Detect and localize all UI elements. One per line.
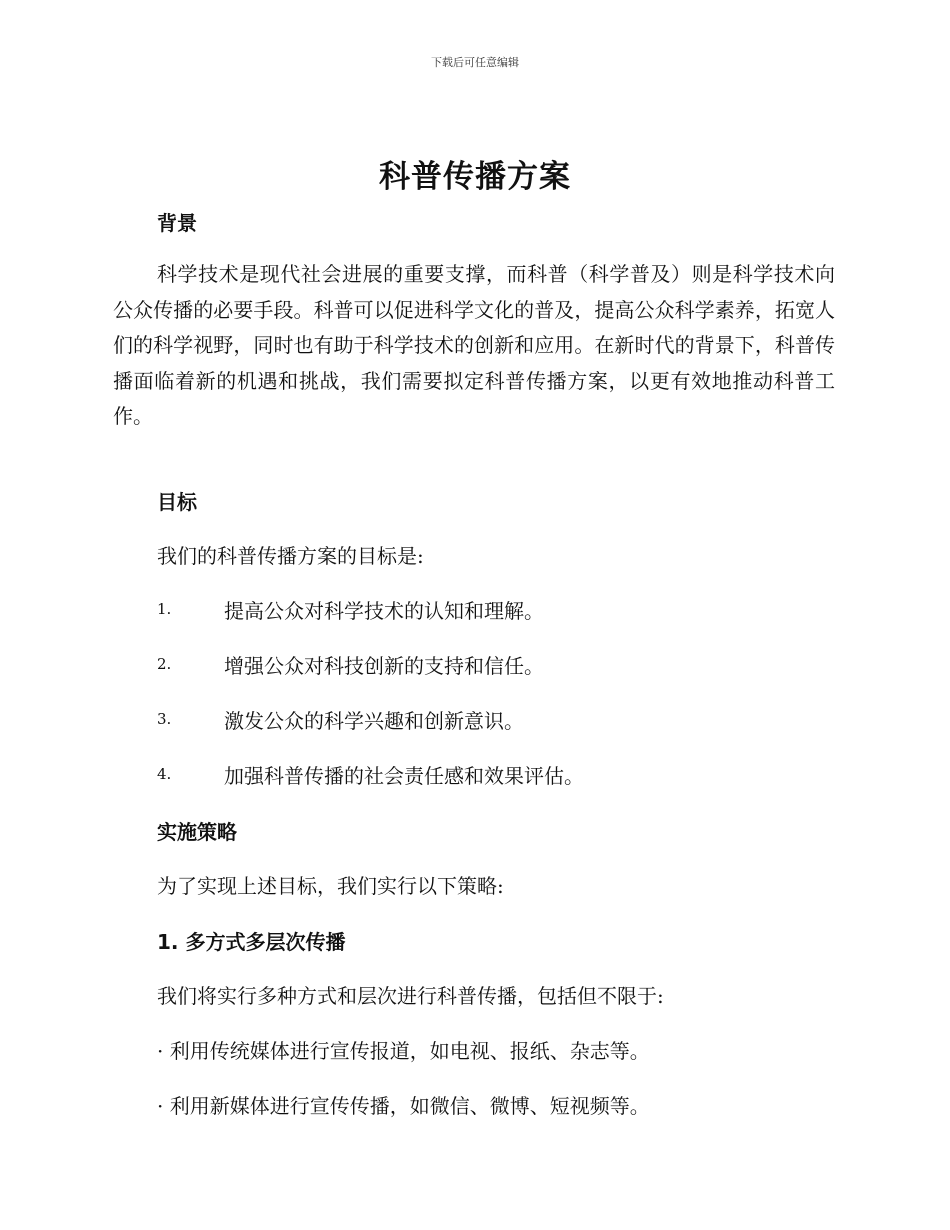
document-title: 科普传播方案 (379, 159, 571, 195)
sub-heading-multi-channel: 1. 多方式多层次传播 (157, 930, 346, 954)
list-item-text: 增强公众对科技创新的支持和信任。 (224, 654, 544, 678)
list-item-number: 2. (157, 655, 172, 673)
background-paragraph: 科学技术是现代社会进展的重要支撑，而科普（科学普及）则是科学技术向公众传播的必要手段。科普可以促进科学文化的普及，提高公众科学素养，拓宽人们的科学视野，同时也有助于科学技术的创新和应用。在新时代的背景下，科普传播面临着新的机遇和挑战，我们需要拟定科普传播方案，以更有效地推动科普工作。 (113, 262, 835, 428)
list-item-number: 3. (157, 710, 172, 728)
list-item-text: 提高公众对科学技术的认知和理解。 (224, 599, 544, 623)
bullet-item: · 利用新媒体进行宣传传播，如微信、微博、短视频等。 (157, 1094, 650, 1118)
list-item-text: 激发公众的科学兴趣和创新意识。 (224, 709, 524, 733)
list-item-number: 4. (157, 765, 172, 783)
strategy-intro: 为了实现上述目标，我们实行以下策略: (157, 874, 504, 898)
sub-intro: 我们将实行多种方式和层次进行科普传播，包括但不限于: (157, 984, 664, 1008)
page-header: 下载后可任意编辑 (431, 56, 519, 69)
bullet-item: · 利用传统媒体进行宣传报道，如电视、报纸、杂志等。 (157, 1039, 650, 1063)
list-item-number: 1. (157, 600, 172, 618)
list-item-text: 加强科普传播的社会责任感和效果评估。 (224, 764, 584, 788)
goals-intro: 我们的科普传播方案的目标是: (157, 544, 424, 568)
section-heading-goals: 目标 (157, 490, 197, 514)
section-heading-background: 背景 (157, 211, 197, 235)
section-heading-strategy: 实施策略 (157, 820, 237, 844)
